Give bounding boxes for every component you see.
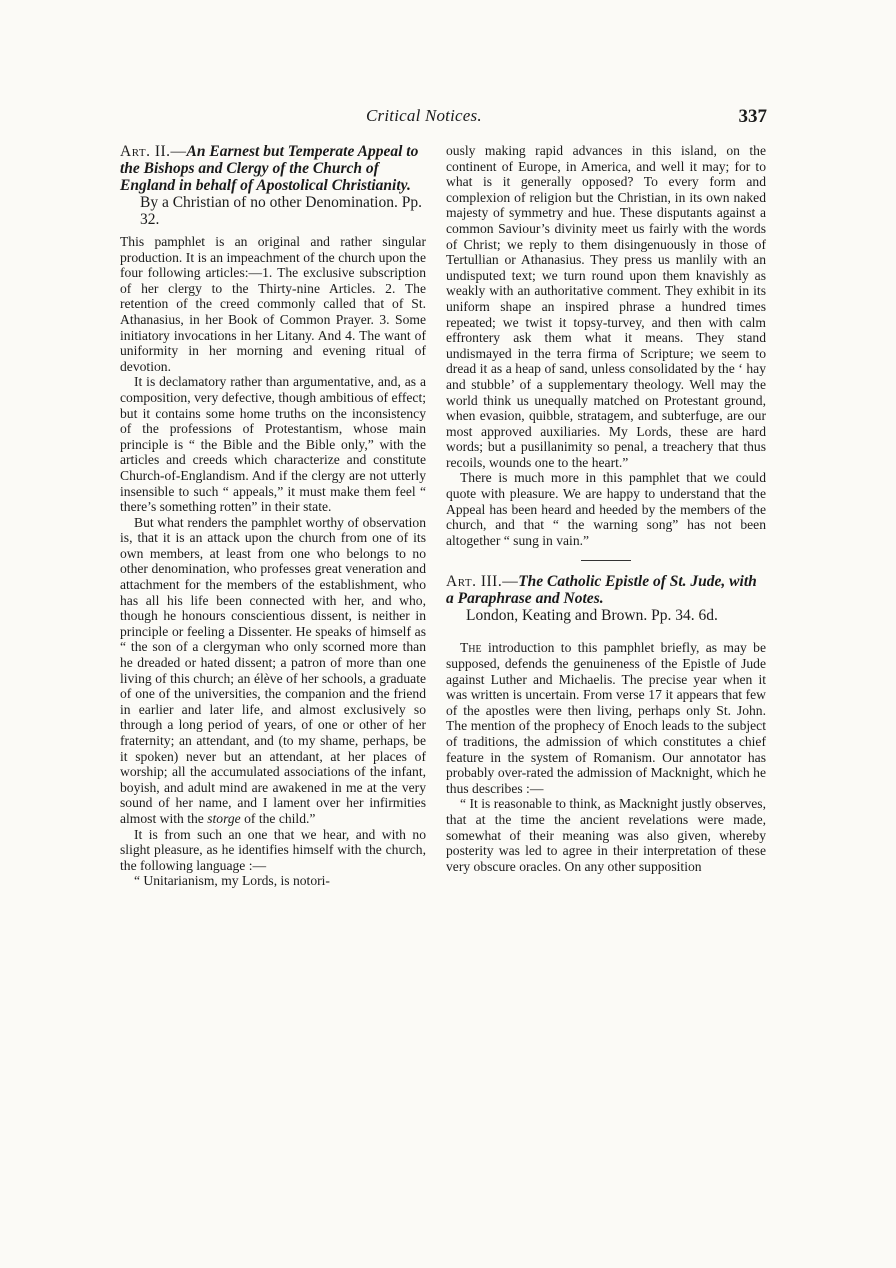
page-header [120,106,767,132]
article-2-heading [120,143,426,228]
article-3-title: The Catholic Epistle of St. Jude, with a Paraphrase and Notes. [446,573,757,608]
article-2-paragraph-5: There is much more in this pamphlet that we could quote with pleasure. We are happy to understand that the Appeal has been heard and heeded by the members of the church, and that “ the warning song” has not been altogether “ sung in vain.” [446,470,766,548]
article-3-heading [446,573,766,624]
article-3-lead-word: The [460,640,482,656]
spacer [446,630,766,640]
storge-term: storge [207,810,241,826]
article-2-quote-continued: ously making rapid advances in this island, on the continent of Europe, in America, and well it may; for to what is it generally opposed? To every form and complexion of religion but the Christian, in its own naked majesty of symmetry and hue. These disputants against a common Saviour’s divinity meet us fairly with the words of Christ; we reply to them disingenuously in those of Tertullian or Athanasius. They press us manlily with an undisputed text; we turn round upon them knavishly as weakly with an authoritative comment. They exhibit in its uniform shape an inspired phrase a hundred times repeated; we twist it topsy-turvey, and then with calm effrontery ask them what it means. They stand undismayed in the terra firma of Scripture; we seem to dread it as a heap of sand, unless consolidated by the ‘ hay and stubble’ of a supplementary theology. Well may the world think us unequally matched on Protestant ground, when evasion, quibble, stratagem, and subterfuge, are our most approved auxiliaries. My Lords, these are hard words; but a pusillanimity so penal, a treachery that thus recoils, wounds one to the heart.” [446,143,766,470]
article-3-paragraph-1 [446,640,766,796]
article-2-paragraph-3a: But what renders the pamphlet worthy of observation is, that it is an attack upon the church from one of its own members, at least from one who belongs to no other denomination, who professes great veneration and attachment for the members of the establishment, who has all his life been connected with her, and who, though he honours conscientious dissent, is neither in principle or feeling a Dissenter. He speaks of himself as “ the son of a clergyman who only scorned more than he dreaded or hated dissent; a patron of more than one living of this church; an élève of her schools, a graduate of one of the universities, the companion and the friend in earlier and later life, and almost exclusively so through a long period of years, of one or other of her fraternity; an attendant, and (to my shame, perhaps, be it spoken) never but an attendant, at her places of worship; all the accumulated associations of the infant, boyish, and adult mind are awakened in me at the very sound of her name, and I lament over her infirmities almost with the [120,514,426,826]
article-2-quote-start: “ Unitarianism, my Lords, is notori- [134,873,330,889]
article-3-paragraph-1-text: introduction to this pamphlet briefly, as may be supposed, defends the genuineness of the Epistle of Jude against Luther and Michaelis. The precise year when it was written is uncertain. From verse 17 it appears that few of the apostles were then living, perhaps only St. John. The mention of the prophecy of Enoch leads to the subject of traditions, the admission of which constitutes a chief feature in the system of Romanism. Our annotator has probably over-rated the admission of Macknight, which he thus describes :— [446,640,766,796]
page-number: 337 [738,106,767,127]
article-3-paragraph-2: “ It is reasonable to think, as Macknight justly observes, that at the time the ancient revelations were made, somewhat of their meaning was also given, whereby posterity was led to agree in their interpretation of these very obscure oracles. On any other supposition [446,796,766,874]
article-2-paragraph-1: This pamphlet is an original and rather singular production. It is an impeachment of the church upon the four following articles:—1. The exclusive subscription of her clergy to the Thirty-nine Articles. 2. The retention of the creed commonly called that of St. Athanasius, in her Book of Common Prayer. 3. Some initiatory invocations in her Litany. And 4. The want of uniformity in her morning and evening ritual of devotion. [120,234,426,374]
right-column [446,143,766,874]
article-2-title: An Earnest but Temperate Appeal to the Bishops and Clergy of the Church of England in behalf of Apostolical Christianity. [120,143,419,194]
article-2-paragraph-4: It is from such an one that we hear, and with no slight pleasure, as he identifies himself with the church, the following language :— [120,826,426,873]
article-2-paragraph-3 [120,515,426,827]
article-2-label: Art. II.— [120,143,187,160]
article-3-label: Art. III.— [446,573,519,591]
running-head: Critical Notices. [366,106,482,125]
article-3-detail: London, Keating and Brown. Pp. 34. 6d. [466,607,718,625]
article-2-paragraph-2: It is declamatory rather than argumentative, and, as a composition, very defective, though ambitious of effect; but it contains some home truths on the inconsistency of the professions of Protestantism, whose main principle is “ the Bible and the Bible only,” with the articles and creeds which characterize and constitute Church-of-Englandism. And if the clergy are not utterly insensible to such “ appeals,” it must make them feel “ there’s something rotten” in their state. [120,374,426,515]
left-column [120,143,426,889]
article-2-pages: Pp. 32. [140,194,422,228]
section-divider [581,560,631,561]
article-2-byline-block [120,194,426,228]
article-2-byline: By a Christian of no other Denomination. [140,194,398,211]
article-2-paragraph-3b: of the child.” [240,810,316,826]
